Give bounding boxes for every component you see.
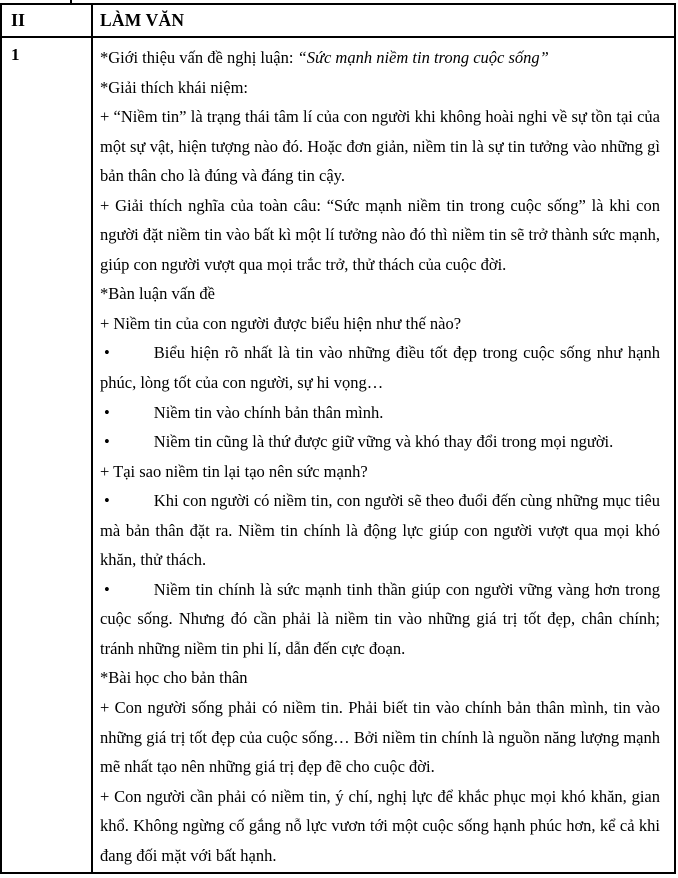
question-number: 1 bbox=[11, 45, 20, 64]
paragraph-text: *Bàn luận vấn đề bbox=[100, 284, 216, 304]
paragraph-text: + Con người sống phải có niềm tin. Phải biết tin vào chính bản thân mình, tin vào những giá trị tốt đẹp của cuộc sống… Bởi niềm tin chính là nguồn năng lượng mạnh mẽ nhất tạo nên những giá trị đẹp đẽ cho cuộc đời. bbox=[100, 698, 660, 777]
paragraph bbox=[100, 309, 660, 339]
paragraph bbox=[100, 427, 660, 457]
section-title: LÀM VĂN bbox=[100, 10, 185, 30]
paragraph bbox=[100, 486, 660, 575]
paragraph-text: Niềm tin chính là sức mạnh tinh thần giúp con người vững vàng hơn trong cuộc sống. Nhưng đó cần phải là niềm tin vào những giá trị tốt đẹp, chân chính; tránh những niềm tin phi lí, dẫn đến cực đoạn. bbox=[100, 579, 660, 658]
table-body-row bbox=[2, 38, 674, 872]
paragraph-text: + Niềm tin của con người được biểu hiện như thế nào? bbox=[100, 313, 462, 333]
paragraph bbox=[100, 663, 660, 693]
header-cell-section-index bbox=[2, 5, 93, 36]
paragraph bbox=[100, 782, 660, 871]
paragraph-text: + “Niềm tin” là trạng thái tâm lí của con người khi không hoài nghi về sự tồn tại của một sự vật, hiện tượng nào đó. Hoặc đơn giản, niềm tin là sự tin tưởng vào những gì bản thân cho là đúng và đáng tin cậy. bbox=[100, 107, 660, 186]
paragraph-text: + Tại sao niềm tin lại tạo nên sức mạnh? bbox=[100, 461, 368, 481]
paragraph bbox=[100, 43, 660, 73]
paragraph bbox=[100, 338, 660, 397]
paragraph bbox=[100, 191, 660, 280]
bullet-icon: • bbox=[104, 491, 110, 511]
bullet-icon: • bbox=[104, 579, 110, 599]
paragraph-text: Biểu hiện rõ nhất là tin vào những điều tốt đẹp trong cuộc sống như hạnh phúc, lòng tốt của con người, sự hi vọng… bbox=[100, 343, 660, 393]
cell-content bbox=[93, 38, 674, 870]
section-index: II bbox=[11, 10, 26, 30]
cell-answer bbox=[93, 38, 674, 872]
paragraph-text: *Giải thích khái niệm: bbox=[100, 77, 249, 97]
bullet-icon: • bbox=[104, 343, 110, 363]
paragraph-text: + Con người cần phải có niềm tin, ý chí, nghị lực để khắc phục mọi khó khăn, gian khổ. Không ngừng cố gắng nỗ lực vươn tới một cuộc sống hạnh phúc hơn, kể cả khi đang đối mặt với bất hạnh. bbox=[100, 786, 660, 865]
paragraph-text: Niềm tin cũng là thứ được giữ vững và khó thay đổi trong mọi người. bbox=[153, 432, 614, 452]
paragraph bbox=[100, 102, 660, 191]
table-header-row bbox=[2, 5, 674, 38]
paragraph bbox=[100, 73, 660, 103]
paragraph bbox=[100, 457, 660, 487]
paragraph-text: Khi con người có niềm tin, con người sẽ theo đuổi đến cùng những mục tiêu mà bản thân đặt ra. Niềm tin chính là động lực giúp con người vượt qua mọi khó khăn, thử thách. bbox=[100, 491, 660, 570]
paragraph-text: Niềm tin vào chính bản thân mình. bbox=[153, 402, 384, 422]
paragraph-text: *Giới thiệu vấn đề nghị luận: bbox=[100, 48, 298, 67]
paragraph bbox=[100, 693, 660, 782]
answer-key-table bbox=[0, 3, 676, 874]
header-cell-section-title bbox=[93, 5, 674, 36]
cell-question-number bbox=[2, 38, 93, 872]
paragraph bbox=[100, 575, 660, 664]
paragraph bbox=[100, 279, 660, 309]
paragraph-text: *Bài học cho bản thân bbox=[100, 668, 248, 688]
bullet-icon: • bbox=[104, 402, 110, 422]
essay-topic-quote: “Sức mạnh niềm tin trong cuộc sống” bbox=[297, 48, 549, 67]
paragraph bbox=[100, 398, 660, 428]
paragraph-text: + Giải thích nghĩa của toàn câu: “Sức mạnh niềm tin trong cuộc sống” là khi con người đặt niềm tin vào bất kì một lí tưởng nào đó thì niềm tin sẽ trở thành sức mạnh, giúp con người vượt qua mọi trắc trở, thử thách của cuộc đời. bbox=[100, 195, 660, 274]
bullet-icon: • bbox=[104, 432, 110, 452]
